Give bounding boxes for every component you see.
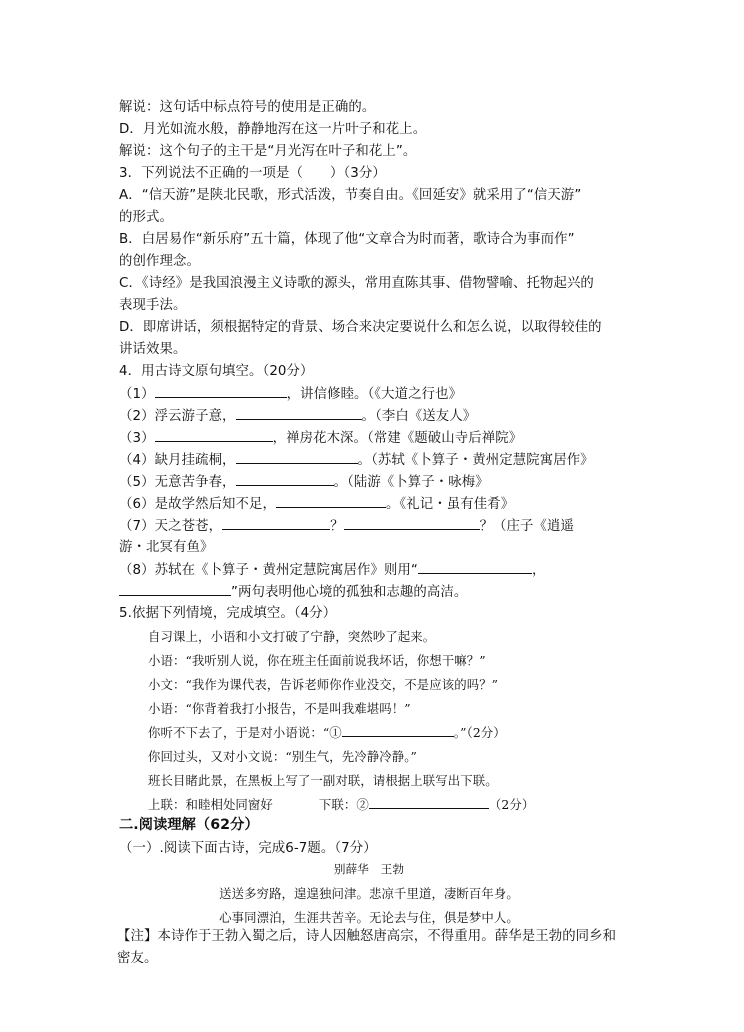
poem-line: 送送多穷路，遑遑独问津。悲凉千里道，凄断百年身。 xyxy=(219,886,519,901)
text-line: 游・北冥有鱼》 xyxy=(119,540,214,555)
section-title: 二.阅读理解（62分） xyxy=(119,817,259,833)
fill-item-4: （4）缺月挂疏桐， 。（苏轼《卜算子・黄州定慧院寓居作》 xyxy=(119,449,594,471)
option-a: A．“信天游”是陕北民歌，形式活泼，节奏自由。《回延安》就采用了“信天游” xyxy=(119,188,582,203)
dialogue-line: 小语：“我听别人说，你在班主任面前说我坏话，你想干嘛？” xyxy=(148,653,486,668)
section-subtitle: （一）.阅读下面古诗，完成6-7题。（7分） xyxy=(119,841,377,856)
question-3: 3．下列说法不正确的一项是（ ）（3分） xyxy=(119,166,386,181)
fill-item-3: （3） ，禅房花木深。（常建《题破山寺后禅院》 xyxy=(119,427,522,449)
text-line: 的创作理念。 xyxy=(119,254,200,269)
answer-blank[interactable] xyxy=(155,427,273,442)
question-5: 5.依据下列情境，完成填空。（4分） xyxy=(119,606,337,621)
fill-item-1: （1） ，讲信修睦。（《大道之行也》 xyxy=(119,383,462,405)
answer-blank[interactable] xyxy=(418,559,532,574)
fill-item-7: （7）天之苍苍， ？ ？（庄子《逍遥 xyxy=(119,515,574,537)
poem-line: 心事同漂泊，生涯共苦辛。无论去与住，俱是梦中人。 xyxy=(219,910,519,925)
answer-blank[interactable] xyxy=(236,471,334,486)
text-line: 的形式。 xyxy=(119,210,173,225)
fill-item-6: （6）是故学然后知不足， 。《礼记・虽有佳肴》 xyxy=(119,493,514,515)
answer-blank[interactable] xyxy=(155,383,287,398)
answer-blank[interactable] xyxy=(369,794,489,809)
answer-blank[interactable] xyxy=(119,581,231,596)
option-b: B．白居易作“新乐府”五十篇，体现了他“文章合为时而著，歌诗合为事而作” xyxy=(119,232,575,247)
text-line: 讲话效果。 xyxy=(119,342,187,357)
dialogue-line: 你回过头，又对小文说：“别生气，先冷静冷静。” xyxy=(148,749,417,764)
answer-blank[interactable] xyxy=(276,493,386,508)
dialogue-line: 小语：“你背着我打小报告，不是叫我难堪吗！” xyxy=(148,701,411,716)
dialogue-line: 小文：“我作为课代表，告诉老师你作业没交，不是应该的吗？” xyxy=(148,677,499,692)
poem-title: 别薛华 王勃 xyxy=(333,862,405,876)
scenario-line: 班长目睹此景，在黑板上写了一副对联，请根据上联写出下联。 xyxy=(148,773,498,788)
answer-blank[interactable] xyxy=(236,449,358,464)
option-c: C．《诗经》是我国浪漫主义诗歌的源头，常用直陈其事、借物譬喻、托物起兴的 xyxy=(119,276,594,291)
text-line: 表现手法。 xyxy=(119,298,187,313)
note-line: 密友。 xyxy=(117,951,158,966)
scenario-line: 自习课上，小语和小文打破了宁静，突然吵了起来。 xyxy=(148,629,436,644)
couplet-line: 上联：和睦相处同窗好 下联：② （2分） xyxy=(148,794,534,815)
answer-blank[interactable] xyxy=(236,405,362,420)
fill-item-2: （2）浮云游子意， 。（李白《送友人》 xyxy=(119,405,476,427)
answer-blank[interactable] xyxy=(222,515,330,530)
text-line: 解说：这个句子的主干是“月光泻在叶子和花上”。 xyxy=(119,144,417,159)
answer-blank[interactable] xyxy=(344,515,480,530)
question-4: 4．用古诗文原句填空。（20分） xyxy=(119,364,314,379)
text-line: 解说：这句话中标点符号的使用是正确的。 xyxy=(119,100,376,115)
note-line: 【注】本诗作于王勃入蜀之后，诗人因触怒唐高宗，不得重用。薛华是王勃的同乡和 xyxy=(117,929,617,944)
option-d: D．即席讲话，须根据特定的背景、场合来决定要说什么和怎么说，以取得较佳的 xyxy=(119,320,602,335)
text-line: D．月光如流水般，静静地泻在这一片叶子和花上。 xyxy=(119,122,427,137)
fill-item-8: （8）苏轼在《卜算子・黄州定慧院寓居作》则用“ ， xyxy=(119,559,545,581)
fill-item-8-cont: ”两句表明他心境的孤独和志趣的高洁。 xyxy=(119,581,467,603)
answer-blank[interactable] xyxy=(342,722,454,737)
fill-item-5: （5）无意苦争春， 。（陆游《卜算子・咏梅》 xyxy=(119,471,489,493)
fill-item-q5-1: 你听不下去了，于是对小语说：“① 。”（2分） xyxy=(148,722,506,743)
